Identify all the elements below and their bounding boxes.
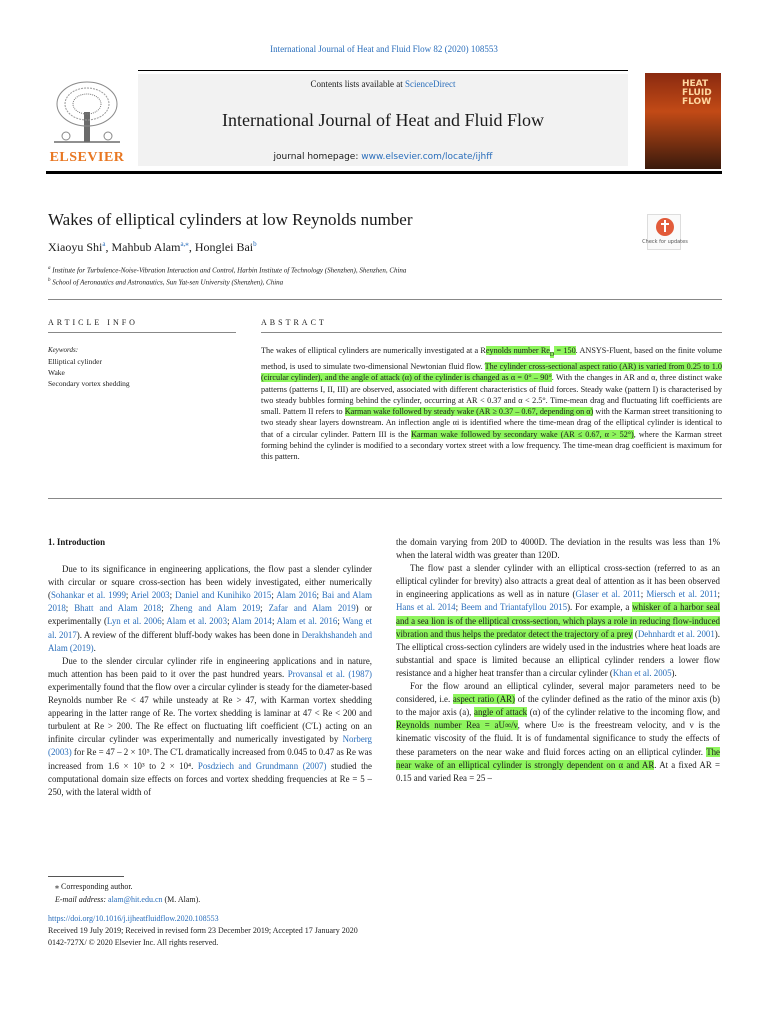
- copyright-line: 0142-727X/ © 2020 Elsevier Inc. All rights reserved.: [48, 938, 219, 947]
- article-title: Wakes of elliptical cylinders at low Reynolds number: [48, 210, 413, 229]
- text-segment: ;: [169, 590, 175, 601]
- footnote-rule: [48, 876, 124, 877]
- text-segment: ;: [227, 616, 232, 627]
- abstract-segment: , where the Karman street forming behind the cylinder is modified to a secondary vortex street with a low frequency. The time-mean drag coefficient is maximum for this pattern.: [261, 429, 723, 462]
- citation-link[interactable]: Alam et al. 2003: [166, 616, 228, 627]
- paragraph: [48, 563, 372, 655]
- text-segment: ;: [260, 603, 269, 614]
- text-segment: ).: [671, 667, 677, 678]
- highlighted-text: angle of attack: [474, 707, 528, 718]
- cover-word: FLUID: [682, 88, 712, 98]
- highlighted-text: The cylinder cross-sectional aspect ratio (AR) is varied from 0.25 to 1.0 (circular cylinder), and the angle of attack (α) of the cylinder is changed as α = 0° – 90°: [261, 361, 722, 383]
- keyword-list: [48, 356, 130, 389]
- text-segment: ). The elliptical cross-section cylinders are widely used in the industries where heat loads are substantial and space is limited because an elliptical cylinder renders a lower flow resistance and a higher heat transfer than a circular cylinder (: [396, 628, 720, 678]
- citation-link[interactable]: Hans et al. 2014: [396, 602, 456, 613]
- text-segment: The flow past a slender cylinder with an elliptical cross-section (referred to as an elliptical cylinder for brevity) also attracts a great deal of attention as it has been observed in engineering applications as well as in nature (: [396, 563, 720, 600]
- homepage-prefix: journal homepage:: [273, 152, 362, 162]
- text-segment: ). For example, a: [567, 602, 633, 613]
- citation-link[interactable]: Wang et al. 2017: [48, 616, 372, 640]
- author-name[interactable]: Honglei Bai: [194, 240, 254, 254]
- contents-prefix: Contents lists available at: [310, 79, 405, 89]
- header-rule-thick: [46, 171, 722, 174]
- author-affil-marker[interactable]: a: [102, 240, 106, 248]
- citation-link[interactable]: Beem and Triantafyllou 2015: [460, 602, 568, 613]
- section-divider: [261, 332, 722, 333]
- citation-link[interactable]: Dehnhardt et al. 2001: [637, 628, 715, 639]
- abstract-segment: The wakes of elliptical cylinders are numerically investigated at a R: [261, 346, 486, 355]
- author-affil-marker[interactable]: a,⁎: [180, 240, 189, 248]
- text-segment: (α) of the cylinder relative to the incoming flow, and: [527, 707, 720, 718]
- header-rule: [138, 70, 628, 71]
- text-segment: ;: [316, 590, 322, 601]
- text-segment: of the cylinder defined as the ratio of the minor axis (b) to the major axis (a),: [396, 694, 720, 718]
- text-segment: studied the computational domain size effects on forces and vortex shedding frequencies at Re = 5 – 250, with the lateral width of: [48, 760, 372, 797]
- homepage-link[interactable]: www.elsevier.com/locate/ijhff: [361, 152, 493, 162]
- citation-link[interactable]: Norberg (2003): [48, 734, 372, 758]
- keyword: Secondary vortex shedding: [48, 379, 130, 388]
- crossmark-badge[interactable]: [642, 214, 688, 250]
- citation-link[interactable]: Miersch et al. 2011: [646, 589, 718, 600]
- highlighted-text: The near wake of an elliptical cylinder is strongly dependent on α and AR: [396, 746, 720, 770]
- text-segment: for Re = 47 – 2 × 10⁵. The C′L dramatically increased from 0.045 to 0.47 as Re was increased from 1.6 × 10³ to 2 × 10⁴.: [48, 747, 372, 771]
- highlighted-text: aspect ratio (AR): [452, 694, 516, 705]
- contents-line: [138, 79, 628, 89]
- highlighted-text: whisker of a harbor seal and a sea lion is of the elliptical cross-section, which plays a role in reducing flow-induced vibration and thus helps the predator detect the trajectory of a prey: [396, 602, 720, 639]
- text-segment: ;: [125, 590, 131, 601]
- citation-link[interactable]: Lyn et al. 2006: [106, 616, 162, 627]
- author-list: Xiaoyu Shi$^a$, Mahbub Alam$^{a,⁎}$, Honglei Bai$^b$: [48, 240, 257, 254]
- paragraph-group: [396, 536, 720, 785]
- text-segment: ). A review of the different bluff-body wakes has been done in: [76, 629, 302, 640]
- text-segment: ;: [640, 589, 647, 600]
- text-segment: the domain varying from 20D to 4000D. The deviation in the results was less than 1% when the lateral width was greater than 120D.: [396, 537, 720, 561]
- text-segment: ) or experimentally (: [48, 603, 372, 627]
- received-dates: Received 19 July 2019; Received in revised form 23 December 2019; Accepted 17 January 2020: [48, 926, 358, 935]
- citation-link[interactable]: Derakhshandeh and Alam (2019): [48, 629, 373, 653]
- author-affil-marker[interactable]: b: [253, 240, 257, 248]
- abstract-text: [261, 345, 722, 463]
- citation-link[interactable]: Posdziech and Grundmann (2007): [197, 760, 327, 771]
- affiliation-text: Institute for Turbulence-Noise-Vibration Interaction and Control, Harbin Institute of Technology (Shenzhen), Shenzhen, China: [52, 266, 407, 275]
- body-column-right: [396, 536, 720, 785]
- affiliation-b: $^b$ School of Aeronautics and Astronautics, Sun Yat-sen University (Shenzhen), China: [48, 278, 284, 287]
- sciencedirect-link[interactable]: ScienceDirect: [405, 79, 456, 89]
- citation-link[interactable]: Alam et al. 2016: [276, 616, 338, 627]
- keywords-label: Keywords:: [48, 346, 79, 354]
- highlighted-text: D: [549, 351, 555, 358]
- citation-link[interactable]: Khan et al. 2005: [612, 667, 672, 678]
- highlighted-text: Reynolds number Rea = aU∞/ν: [396, 720, 518, 731]
- author-name[interactable]: Xiaoyu Shi: [48, 240, 103, 254]
- citation-link[interactable]: Provansal et al. (1987): [287, 668, 372, 679]
- section-divider: [48, 299, 722, 300]
- highlighted-text: Karman wake followed by steady wake (AR ≥ 0.37 – 0.67, depending on α): [344, 407, 594, 417]
- text-segment: ;: [717, 589, 721, 600]
- email-label: E-mail address:: [55, 895, 109, 904]
- text-segment: (: [632, 628, 638, 639]
- text-segment: Due to its significance in engineering applications, the flow past a slender cylinder with circular or square cross-section has been widely investigated, either numerically (: [48, 564, 372, 601]
- text-segment: ;: [65, 603, 75, 614]
- journal-cover-text: [682, 80, 722, 107]
- citation-link[interactable]: Alam 2014: [231, 616, 272, 627]
- paragraph: [396, 562, 720, 680]
- abstract-segment: . With the changes in AR and α, three distinct wake patterns (patterns I, II, III) are observed, associated with different characteristics of fluid forces. Steady wake (pattern I) is characterised by two steady bubbles forming behind the cylinder, occurring at AR < 0.37 and α < 2.5°. Time-mean drag and fluctuating lift coefficients are small. Pattern II refers to: [261, 373, 722, 417]
- author-name[interactable]: Mahbub Alam: [111, 240, 181, 254]
- highlighted-text: = 150: [554, 346, 576, 355]
- citation-link[interactable]: Ariel 2003: [130, 590, 170, 601]
- cover-word: HEAT: [682, 79, 709, 89]
- citation-link[interactable]: Glaser et al. 2011: [575, 589, 641, 600]
- email-link[interactable]: alam@hit.edu.cn: [108, 895, 163, 904]
- citation-link[interactable]: Daniel and Kunihiko 2015: [174, 590, 272, 601]
- paragraph: [48, 655, 372, 799]
- journal-reference[interactable]: International Journal of Heat and Fluid Flow 82 (2020) 108553: [270, 44, 498, 54]
- citation-link[interactable]: Sohankar et al. 1999: [50, 590, 126, 601]
- corresponding-author-note: ⁎ Corresponding author.: [55, 882, 133, 891]
- email-note: [55, 895, 200, 904]
- text-segment: For the flow around an elliptical cylinder, several major parameters need to be considered, i.e.: [396, 681, 720, 705]
- text-segment: .: [93, 642, 96, 653]
- affiliation-text: School of Aeronautics and Astronautics, Sun Yat-sen University (Shenzhen), China: [52, 278, 284, 287]
- body-column-left: [48, 536, 372, 799]
- text-segment: ;: [161, 616, 167, 627]
- abstract-segment: . ANSYS-Fluent, based on the finite volume method, is used to simulate two-dimensional Newtonian fluid flow.: [261, 346, 722, 371]
- article-info-heading: ARTICLE INFO: [48, 318, 138, 327]
- journal-title: International Journal of Heat and Fluid Flow: [222, 110, 544, 130]
- publisher-wordmark: ELSEVIER: [49, 150, 125, 165]
- citation-link[interactable]: Bhatt and Alam 2018: [74, 603, 162, 614]
- affiliation-a: $^a$ Institute for Turbulence-Noise-Vibration Interaction and Control, Harbin Institute of Technology (Shenzhen), Shenzhen, China: [48, 266, 407, 275]
- highlighted-text: eynolds number Re: [485, 346, 550, 355]
- text-segment: ;: [271, 590, 277, 601]
- citation-link[interactable]: Zafar and Alam 2019: [268, 603, 356, 614]
- text-segment: , where U∞ is the freestream velocity, and ν is the kinematic viscosity of the fluid. It is of fundamental significance to study the effects of these parameters on the near wake and fluid forces acting on an elliptical cylinder.: [396, 720, 720, 757]
- crossmark-icon: [642, 215, 688, 251]
- text-segment: Due to the slender circular cylinder rife in engineering applications and in nature, much attention has been paid to it over the past hundred years.: [48, 655, 372, 679]
- abstract-heading: ABSTRACT: [261, 318, 327, 327]
- email-suffix: (M. Alam).: [162, 895, 201, 904]
- citation-link[interactable]: Bai and Alam 2018: [48, 590, 372, 614]
- highlighted-text: Karman wake followed by secondary wake (AR ≤ 0.67, α > 52°): [411, 429, 634, 439]
- text-segment: ;: [337, 616, 343, 627]
- citation-link[interactable]: Alam 2016: [276, 590, 317, 601]
- cover-word: FLOW: [682, 97, 712, 107]
- citation-link[interactable]: Zheng and Alam 2019: [169, 603, 261, 614]
- text-segment: ;: [455, 602, 461, 613]
- paragraph: [396, 680, 720, 785]
- doi-link[interactable]: https://doi.org/10.1016/j.ijheatfluidflow.2020.108553: [48, 914, 219, 923]
- crossmark-label: Check for updates: [642, 239, 688, 245]
- section-divider: [48, 332, 236, 333]
- section-heading: 1. Introduction: [48, 537, 106, 547]
- keyword: Wake: [48, 368, 65, 377]
- paragraph: [396, 536, 720, 562]
- keyword: Elliptical cylinder: [48, 357, 102, 366]
- abstract-segment: with the Karman street transitioning to two steady shear layers downstream. An inflection angle αi is identified where the time-mean drag of the elliptical cylinder is identical to that of a circular cylinder. Pattern III is the: [261, 407, 723, 439]
- homepage-line: [138, 152, 628, 162]
- text-segment: experimentally found that the flow over a circular cylinder is steady for the diameter-based Reynolds number Re < 47 while unsteady at Re > 47, with Karman vortex shedding appearing in the latter range of Re. The vortex shedding is laminar at 47 < Re < 200 and turbulent at Re > 200. The Re effect on fluctuating lift coefficient (C′L) acting on an infinite circular cylinder was experimentally and numerically investigated by: [48, 681, 372, 745]
- text-segment: . At a fixed AR = 0.15 and varied Rea = 25 –: [396, 759, 720, 783]
- text-segment: ;: [271, 616, 277, 627]
- paragraph-group: [48, 563, 372, 799]
- text-segment: ;: [161, 603, 170, 614]
- section-divider: [48, 498, 722, 499]
